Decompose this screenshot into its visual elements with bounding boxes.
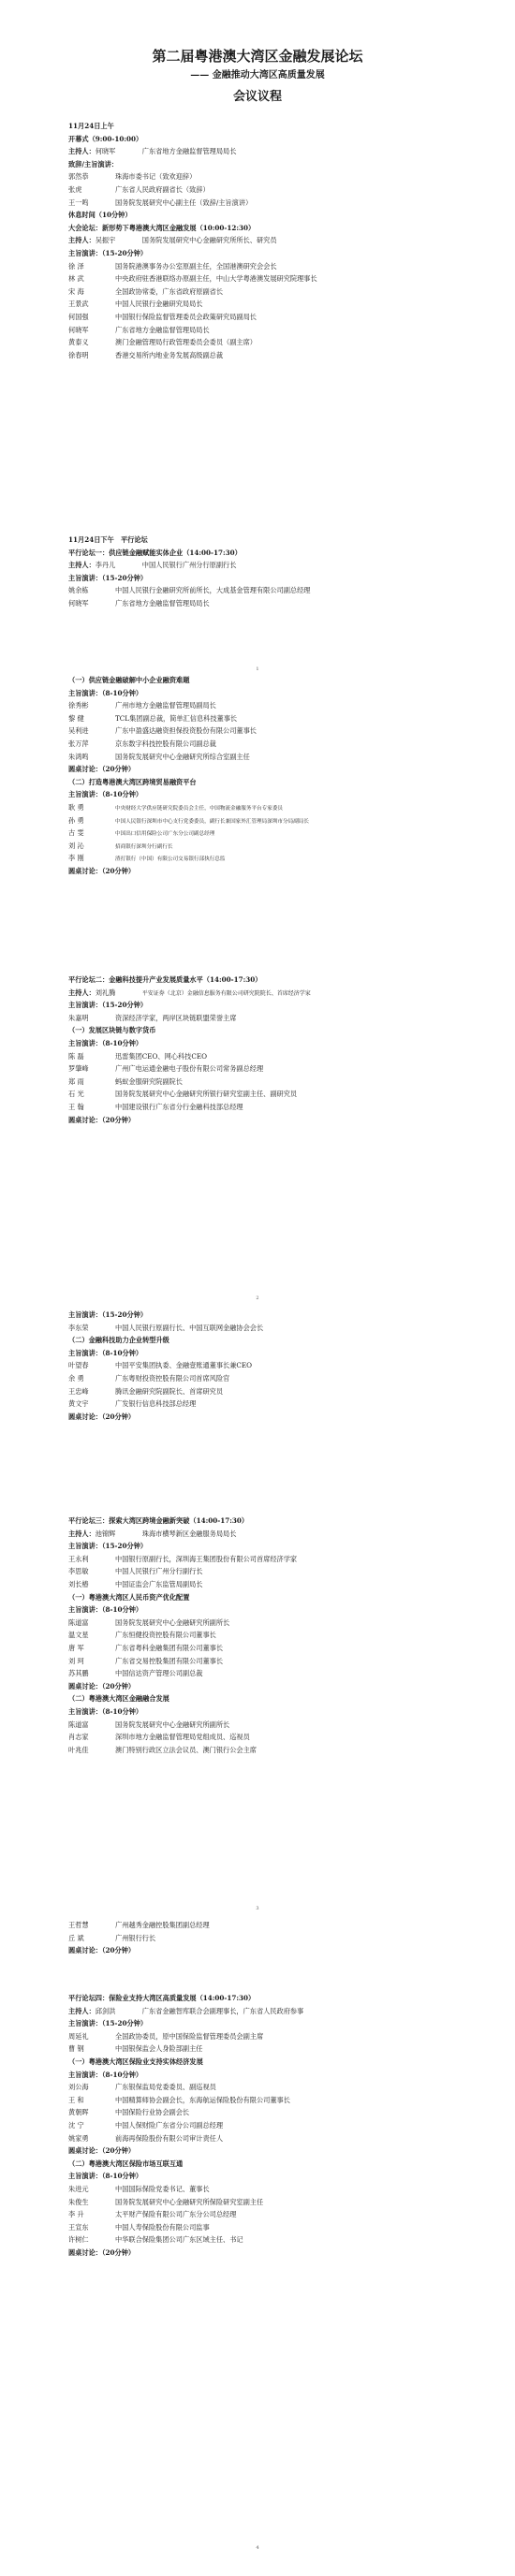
speaker-row xyxy=(68,712,485,725)
speaker-row xyxy=(68,197,485,210)
speaker-row xyxy=(68,2132,485,2145)
keynote-header: 主旨演讲：（15-20分钟） xyxy=(68,573,148,582)
subsection-title: （一）粤港澳大湾区人民币资产优化配置 xyxy=(68,1592,190,1602)
speaker-row xyxy=(68,272,485,285)
talk-header: 主旨演讲：（8-10分钟） xyxy=(68,2172,143,2181)
speech-header: 致辞/主旨演讲： xyxy=(68,159,118,168)
speaker-list xyxy=(68,1719,485,1757)
speaker-title: 渣打银行（中国）有限公司交易银行部执行总监 xyxy=(115,856,226,863)
speaker-title: 中国银行保险监督管理委员会政策研究局副局长 xyxy=(115,312,257,321)
speaker-name: 王景武 xyxy=(68,300,89,309)
page-number: 2 xyxy=(256,1295,259,1301)
speaker-title: 中国人民银行原副行长、中国互联网金融协会会长 xyxy=(115,1323,264,1332)
speaker-title: 招商银行深圳分行副行长 xyxy=(115,843,173,850)
speaker-name: 王忠峰 xyxy=(68,1386,89,1396)
host-line: 主持人：何晓军 广东省地方金融监督管理局局长 xyxy=(68,147,237,156)
speaker-name: 王一鸣 xyxy=(68,198,89,207)
speaker-title: 广东银保监局党委委员、副巡视员 xyxy=(115,2083,216,2092)
speaker-list xyxy=(68,584,485,609)
speaker-row xyxy=(68,724,485,738)
speaker-row xyxy=(68,1088,485,1101)
speaker-row xyxy=(68,738,485,751)
keynote-header: 主旨演讲：（15-20分钟） xyxy=(68,2019,148,2028)
keynote-header: 主旨演讲：（15-20分钟） xyxy=(68,248,148,257)
speaker-row xyxy=(68,814,485,827)
speaker-name: 唐 军 xyxy=(68,1643,84,1652)
speaker-name: 叶望春 xyxy=(68,1361,89,1370)
speaker-name: 姚余栋 xyxy=(68,586,89,595)
speaker-title: 资深经济学家，两岸区块链联盟荣誉主席 xyxy=(115,1013,237,1022)
speaker-row xyxy=(68,2208,485,2221)
speaker-name: 黄朝晖 xyxy=(68,2108,89,2117)
speaker-list xyxy=(68,1012,485,1025)
talk-header: 主旨演讲：（8-10分钟） xyxy=(68,688,143,697)
speaker-name: 朱嘉明 xyxy=(68,1013,89,1022)
speaker-title: 广东恒健投资控股有限公司董事长 xyxy=(115,1631,216,1640)
speaker-row xyxy=(68,183,485,197)
speaker-name: 曹 钢 xyxy=(68,2044,84,2054)
speaker-title: 中央政府驻香港联络办原副主任，中山大学粤港澳发展研究院理事长 xyxy=(115,274,317,284)
speaker-row xyxy=(68,584,485,597)
speaker-name: 刘长椿 xyxy=(68,1579,89,1588)
speaker-name: 黄泰义 xyxy=(68,338,89,347)
forum3-tail xyxy=(68,1919,485,1957)
speaker-name: 叶兆佳 xyxy=(68,1745,89,1754)
discussion-line: 圆桌讨论：（20分钟） xyxy=(68,2146,136,2156)
speaker-title: 太平财产保险有限公司广东分公司总经理 xyxy=(115,2210,237,2219)
morning-section xyxy=(68,120,485,361)
discussion-line: 圆桌讨论：（20分钟） xyxy=(68,1946,136,1955)
speaker-row xyxy=(68,1322,485,1335)
speaker-row xyxy=(68,699,485,712)
speaker-title: 香港交易所内地业务发展高级副总裁 xyxy=(115,350,224,359)
speaker-row xyxy=(68,1667,485,1680)
speaker-row xyxy=(68,1719,485,1732)
break-line: 休息时间（10分钟） xyxy=(68,211,132,220)
speaker-title: 中国平安集团执委、金融壹账通董事长兼CEO xyxy=(115,1361,253,1370)
speaker-row xyxy=(68,2042,485,2056)
speaker-name: 徐春明 xyxy=(68,350,89,359)
speaker-name: 王 和 xyxy=(68,2095,84,2104)
speaker-title: 广东省粤科金融集团有限公司董事长 xyxy=(115,1643,224,1652)
speaker-row xyxy=(68,1919,485,1932)
speaker-row xyxy=(68,827,485,840)
forum3-section xyxy=(68,1515,485,1756)
host-line: 主持人：刘礼腾 平安证券（北京）金融信息服务有限公司研究院院长、首席经济学家 xyxy=(68,988,311,997)
speaker-name: 刘 珂 xyxy=(68,1656,84,1665)
speaker-title: 中央财经大学供应链研究院委员会主任，中国物流金融服务平台专家委员 xyxy=(115,805,284,812)
speaker-title: 国务院发展研究中心金融研究所副所长 xyxy=(115,1720,230,1729)
speaker-list xyxy=(68,1359,485,1410)
speaker-title: 澳门特别行政区立法会议员、澳门银行公会主席 xyxy=(115,1745,257,1754)
speaker-row xyxy=(68,2081,485,2094)
speaker-name: 吴利进 xyxy=(68,726,89,736)
speaker-title: 腾讯金融研究院副院长、首席研究员 xyxy=(115,1386,224,1396)
speaker-list xyxy=(68,170,485,209)
speaker-list xyxy=(68,2030,485,2056)
subsection-title: （二）打造粤港澳大湾区跨境贸易融资平台 xyxy=(68,777,197,786)
speaker-list xyxy=(68,2081,485,2144)
host-line: 主持人：池锦辉 珠海市横琴新区金融服务局局长 xyxy=(68,1529,237,1538)
speaker-title: 中国建设银行广东省分行金融科技部总经理 xyxy=(115,1102,243,1111)
speaker-name: 宋 海 xyxy=(68,286,84,296)
host-line: 主持人：吴振宇 国务院发展研究中心金融研究所所长、研究员 xyxy=(68,236,277,245)
speaker-row xyxy=(68,597,485,610)
speaker-name: 王永利 xyxy=(68,1554,89,1563)
discussion-line: 圆桌讨论：（20分钟） xyxy=(68,1412,136,1421)
talk-header: 主旨演讲：（8-10分钟） xyxy=(68,1706,143,1716)
speaker-name: 张万萍 xyxy=(68,739,89,748)
speaker-row xyxy=(68,751,485,764)
speaker-title: 中国人民银行金融研究局局长 xyxy=(115,300,203,309)
speaker-title: 国务院发展研究中心副主任（致辞/主旨演讲） xyxy=(115,198,253,207)
host-line: 主持人：邱剑洪 广东省金融智库联合会副理事长，广东省人民政府参事 xyxy=(68,2006,304,2015)
speaker-name: 陈 磊 xyxy=(68,1051,84,1061)
forum-title: 平行论坛二：金融科技提升产业发展质量水平（14:00-17:30） xyxy=(68,975,262,984)
discussion-line: 圆桌讨论：（20分钟） xyxy=(68,1681,136,1690)
speaker-name: 李 升 xyxy=(68,2210,84,2219)
speaker-title: 中国银保监会人身险部副主任 xyxy=(115,2044,203,2054)
speaker-row xyxy=(68,840,485,853)
subsection-title: （二）金融科技助力企业转型升级 xyxy=(68,1336,169,1345)
page-number: 3 xyxy=(256,1906,259,1911)
speaker-row xyxy=(68,2030,485,2043)
speaker-row xyxy=(68,260,485,273)
speaker-title: 中国国际保险党委书记、董事长 xyxy=(115,2184,210,2193)
speaker-list xyxy=(68,1322,485,1335)
speaker-list xyxy=(68,1050,485,1114)
subsection-title: （一）粤港澳大湾区保险业支持实体经济发展 xyxy=(68,2056,203,2066)
subsection-title: （一）发展区块链与数字货币 xyxy=(68,1026,156,1035)
speaker-row xyxy=(68,324,485,337)
speaker-row xyxy=(68,1553,485,1566)
speaker-name: 沈 宁 xyxy=(68,2120,84,2130)
speaker-row xyxy=(68,1932,485,1945)
subsection-title: （二）粤港澳大湾区保险市场互联互通 xyxy=(68,2159,184,2168)
speaker-row xyxy=(68,1565,485,1578)
speaker-title: 中国人寿保险股份有限公司监事 xyxy=(115,2222,210,2232)
speaker-row xyxy=(68,852,485,865)
speaker-row xyxy=(68,1076,485,1089)
speaker-row xyxy=(68,1617,485,1630)
speaker-title: 中国信达资产管理公司副总裁 xyxy=(115,1669,203,1678)
page-subtitle: —— 金融推动大湾区高质量发展 xyxy=(190,70,325,80)
speaker-title: 中国出口信用保险公司广东分公司副总经理 xyxy=(115,831,215,838)
speaker-name: 耿 勇 xyxy=(68,802,84,812)
forum-title: 平行论坛三：探索大湾区跨境金融新突破（14:00-17:30） xyxy=(68,1516,249,1525)
forum2-sub-section xyxy=(68,1309,485,1423)
keynote-header: 主旨演讲：（15-20分钟） xyxy=(68,1542,148,1551)
date-heading: 11月24日下午 平行论坛 xyxy=(68,535,148,544)
speaker-title: 广东省交易控股集团有限公司董事长 xyxy=(115,1656,224,1665)
speaker-title: 国务院发展研究中心金融研究所副所长 xyxy=(115,1617,230,1627)
session-title: 大会论坛：新形势下粤港澳大湾区金融发展（10:00-12:30） xyxy=(68,223,256,232)
speaker-list xyxy=(68,801,485,865)
speaker-title: 前海再保险股份有限公司审计责任人 xyxy=(115,2133,224,2143)
speaker-title: 京东数字科技控股有限公司副总裁 xyxy=(115,739,216,748)
speaker-name: 王哲慧 xyxy=(68,1921,89,1929)
speaker-name: 徐 泽 xyxy=(68,261,84,271)
speaker-title: 全国政协委员，原中国保险监督管理委员会副主席 xyxy=(115,2031,264,2041)
speaker-name: 黄文宇 xyxy=(68,1399,89,1409)
speaker-row xyxy=(68,2221,485,2234)
speaker-name: 徐秀彬 xyxy=(68,701,89,710)
discussion-line: 圆桌讨论：（20分钟） xyxy=(68,765,136,774)
speaker-name: 温文星 xyxy=(68,1631,89,1640)
speaker-row xyxy=(68,1731,485,1744)
speaker-name: 郭然恭 xyxy=(68,172,89,182)
speaker-name: 石 光 xyxy=(68,1090,84,1099)
speaker-row xyxy=(68,1050,485,1063)
talk-header: 主旨演讲：（8-10分钟） xyxy=(68,790,143,799)
speaker-name: 许树仁 xyxy=(68,2235,89,2245)
speaker-list xyxy=(68,1919,485,1944)
speaker-name: 李东荣 xyxy=(68,1323,89,1332)
talk-header: 主旨演讲：（8-10分钟） xyxy=(68,1348,143,1357)
speaker-row xyxy=(68,1629,485,1642)
speaker-title: TCL集团副总裁，简单汇信息科技董事长 xyxy=(115,713,238,723)
speaker-name: 肖志家 xyxy=(68,1733,89,1742)
speaker-row xyxy=(68,2183,485,2196)
speaker-row xyxy=(68,1062,485,1076)
speaker-title: 蚂蚁金服研究院副院长 xyxy=(115,1076,183,1086)
forum-title: 平行论坛一：供应链金融赋能实体企业（14:00-17:30） xyxy=(68,548,242,557)
keynote-header: 主旨演讲：（15-20分钟） xyxy=(68,1310,148,1319)
speaker-row xyxy=(68,1359,485,1372)
speaker-name: 李思敏 xyxy=(68,1567,89,1576)
speaker-title: 广东粤财投资控股有限公司首席风险官 xyxy=(115,1373,230,1383)
speaker-title: 广州广电运通金融电子股份有限公司常务副总经理 xyxy=(115,1064,264,1074)
speaker-name: 朱鸿鸣 xyxy=(68,752,89,761)
forum2-section xyxy=(68,973,485,1126)
speaker-row xyxy=(68,2094,485,2107)
speaker-name: 林 武 xyxy=(68,274,84,284)
speaker-title: 中国人民银行广州分行副行长 xyxy=(115,1567,203,1576)
forum1-section xyxy=(68,534,485,610)
speaker-name: 王宣东 xyxy=(68,2222,89,2232)
speaker-list xyxy=(68,1617,485,1680)
page-number: 1 xyxy=(256,666,259,672)
speaker-title: 中国人保财险广东省分公司副总经理 xyxy=(115,2120,224,2130)
speaker-name: 朱俊生 xyxy=(68,2197,89,2206)
speaker-row xyxy=(68,1744,485,1757)
speaker-row xyxy=(68,1642,485,1655)
speaker-row xyxy=(68,349,485,362)
speaker-title: 广州越秀金融控股集团副总经理 xyxy=(115,1921,210,1929)
speaker-title: 中国保险行业协会副会长 xyxy=(115,2108,190,2117)
speaker-name: 陈道富 xyxy=(68,1617,89,1627)
talk-header: 主旨演讲：（8-10分钟） xyxy=(68,2070,143,2079)
speaker-title: 国务院发展研究中心金融研究所银行研究室副主任、副研究员 xyxy=(115,1090,298,1099)
speaker-name: 王 翰 xyxy=(68,1102,84,1111)
speaker-name: 刘公海 xyxy=(68,2083,89,2092)
speaker-name: 李 刚 xyxy=(68,854,84,863)
speaker-name: 姚家勇 xyxy=(68,2133,89,2143)
speaker-title: 国务院港澳事务办公室原副主任，全国港澳研究会会长 xyxy=(115,261,277,271)
speaker-name: 何晓军 xyxy=(68,598,89,607)
speaker-row xyxy=(68,801,485,814)
speaker-name: 陈道富 xyxy=(68,1720,89,1729)
speaker-title: 广东省地方金融监督管理局局长 xyxy=(115,325,210,334)
speaker-name: 黎 健 xyxy=(68,713,84,723)
session-title: 开幕式（9:00-10:00） xyxy=(68,134,143,143)
speaker-row xyxy=(68,1385,485,1398)
speaker-name: 朱进元 xyxy=(68,2184,89,2193)
date-heading: 11月24日上午 xyxy=(68,122,114,130)
speaker-title: 珠海市委书记（致欢迎辞） xyxy=(115,172,197,182)
discussion-line: 圆桌讨论：（20分钟） xyxy=(68,2247,136,2257)
speaker-row xyxy=(68,298,485,311)
speaker-title: 广发银行信息科技部总经理 xyxy=(115,1399,197,1409)
speaker-row xyxy=(68,2106,485,2119)
speaker-name: 罗肇峰 xyxy=(68,1064,89,1074)
speaker-row xyxy=(68,2233,485,2247)
speaker-name: 余 勇 xyxy=(68,1373,84,1383)
speaker-title: 中国精算师协会副会长，东海航运保险股份有限公司董事长 xyxy=(115,2095,290,2104)
speaker-title: 深圳市地方金融监督管理局党组成员、巡视员 xyxy=(115,1733,250,1742)
speaker-title: 广州市地方金融监督管理局副局长 xyxy=(115,701,216,710)
host-line: 主持人：李丹儿 中国人民银行广州分行原副行长 xyxy=(68,561,237,570)
speaker-name: 何国强 xyxy=(68,312,89,321)
speaker-name: 孙 勇 xyxy=(68,815,84,825)
speaker-row xyxy=(68,336,485,349)
speaker-row xyxy=(68,1398,485,1411)
speaker-title: 广东中盈盛达融资担保投资股份有限公司董事长 xyxy=(115,726,257,736)
keynote-header: 主旨演讲：（15-20分钟） xyxy=(68,1001,148,1010)
speaker-list xyxy=(68,699,485,763)
speaker-name: 古 雯 xyxy=(68,828,84,838)
speaker-title: 中国银行原副行长，深圳海王集团股份有限公司首席经济学家 xyxy=(115,1554,298,1563)
speaker-list xyxy=(68,1553,485,1591)
talk-header: 主旨演讲：（8-10分钟） xyxy=(68,1605,143,1615)
speaker-row xyxy=(68,1578,485,1591)
speaker-name: 周延礼 xyxy=(68,2031,89,2041)
speaker-title: 中国证监会广东监管局副局长 xyxy=(115,1579,203,1588)
speaker-row xyxy=(68,2196,485,2209)
discussion-line: 圆桌讨论：（20分钟） xyxy=(68,866,136,875)
speaker-row xyxy=(68,1655,485,1668)
speaker-row xyxy=(68,170,485,183)
page-number: 4 xyxy=(256,2545,259,2551)
forum1-sub-section xyxy=(68,674,485,878)
speaker-list xyxy=(68,260,485,362)
speaker-title: 迅雷集团CEO、网心科技CEO xyxy=(115,1051,207,1061)
speaker-title: 广州银行行长 xyxy=(115,1933,156,1942)
agenda-heading: 会议议程 xyxy=(232,90,282,104)
speaker-title: 中华联合保险集团公司广东区域主任、书记 xyxy=(115,2235,243,2245)
speaker-row xyxy=(68,1101,485,1114)
speaker-row xyxy=(68,285,485,299)
speaker-row xyxy=(68,2119,485,2132)
speaker-row xyxy=(68,1012,485,1025)
forum4-section xyxy=(68,1992,485,2259)
speaker-title: 国务院发展研究中心金融研究所保险研究室副主任 xyxy=(115,2197,264,2206)
speaker-title: 中国人民银行深圳市中心支行党委委员，副行长兼国家外汇管理局深圳市分局副局长 xyxy=(115,818,309,825)
forum-title: 平行论坛四：保险业支持大湾区高质量发展（14:00-17:30） xyxy=(68,1994,256,2002)
speaker-title: 广东省人民政府副省长（致辞） xyxy=(115,184,210,194)
speaker-row xyxy=(68,1372,485,1385)
subsection-title: （一）供应链金融破解中小企业融资难题 xyxy=(68,676,190,684)
talk-header: 主旨演讲：（8-10分钟） xyxy=(68,1038,143,1047)
speaker-list xyxy=(68,2183,485,2247)
speaker-title: 中国人民银行金融研究所前所长，大成基金管理有限公司副总经理 xyxy=(115,586,311,595)
speaker-title: 全国政协常委，广东省政府原副省长 xyxy=(115,286,224,296)
speaker-name: 刘 沁 xyxy=(68,841,84,850)
speaker-name: 丘 斌 xyxy=(68,1933,84,1942)
speaker-name: 苏其鹏 xyxy=(68,1669,89,1678)
speaker-name: 何晓军 xyxy=(68,325,89,334)
speaker-name: 郑 雨 xyxy=(68,1076,84,1086)
speaker-row xyxy=(68,311,485,324)
discussion-line: 圆桌讨论：（20分钟） xyxy=(68,1115,136,1124)
speaker-title: 澳门金融管理局行政管理委员会委员（副主席） xyxy=(115,338,257,347)
speaker-title: 广东省地方金融监督管理局局长 xyxy=(115,598,210,607)
subsection-title: （二）粤港澳大湾区金融融合发展 xyxy=(68,1694,169,1704)
speaker-name: 张虎 xyxy=(68,184,82,194)
speaker-title: 国务院发展研究中心金融研究所综合室副主任 xyxy=(115,752,250,761)
page-title: 第二届粤港澳大湾区金融发展论坛 xyxy=(152,48,363,65)
